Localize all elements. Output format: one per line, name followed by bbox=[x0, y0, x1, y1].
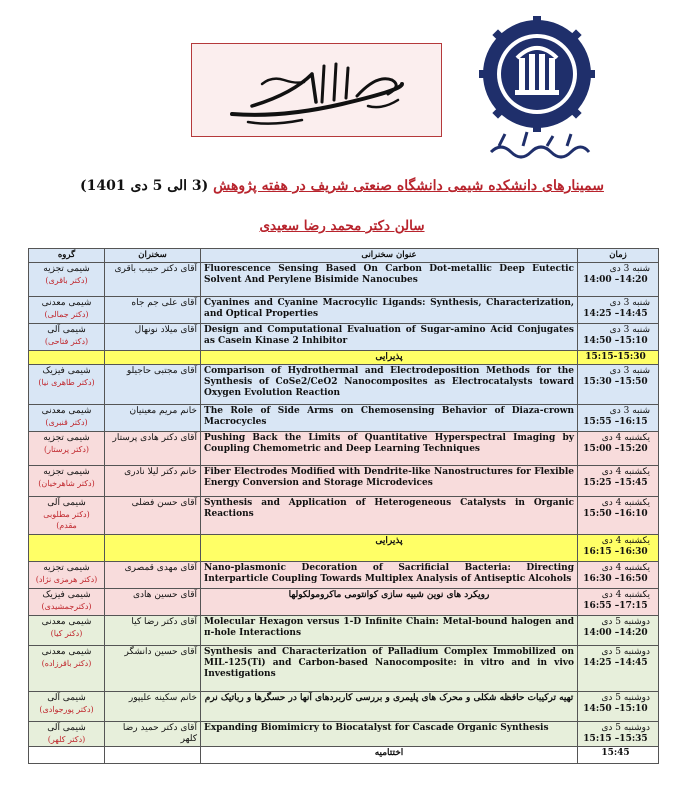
speaker-name: آقای مجتبی حاجیلو bbox=[105, 365, 201, 405]
group-cell bbox=[29, 497, 105, 535]
group-cell bbox=[29, 562, 105, 589]
time-cell bbox=[578, 365, 659, 405]
time-day: شنبه 3 دی bbox=[609, 298, 650, 308]
time-cell bbox=[578, 405, 659, 432]
time-cell bbox=[578, 466, 659, 497]
group-name: شیمی آلی bbox=[47, 693, 86, 703]
time-cell bbox=[578, 263, 659, 297]
advisor-name: (دکتر باقرزاده) bbox=[41, 659, 92, 668]
speaker-name: خانم مریم معینیان bbox=[105, 405, 201, 432]
group-name: شیمی آلی bbox=[47, 498, 86, 508]
time-day: یکشنبه 4 دی bbox=[601, 498, 650, 508]
break-time: 15:15-15:30 bbox=[585, 352, 646, 362]
group-name: شیمی معدنی bbox=[41, 298, 92, 308]
break-label: پذیرایی bbox=[201, 535, 578, 562]
logo-caption bbox=[491, 132, 589, 157]
time-cell bbox=[578, 692, 659, 722]
group-cell bbox=[29, 692, 105, 722]
table-row bbox=[29, 589, 659, 616]
advisor-name: (دکتر قنبری) bbox=[45, 418, 88, 427]
break-row bbox=[29, 535, 659, 562]
speaker-name: آقای میلاد نونهال bbox=[105, 324, 201, 351]
group-name: شیمی تجزیه bbox=[43, 563, 90, 573]
time-day: دوشنبه 5 دی bbox=[601, 723, 650, 733]
time-cell bbox=[578, 722, 659, 747]
advisor-name: (دکتر شاهرخیان) bbox=[38, 479, 95, 488]
talk-title: رویکرد های نوین شبیه سازی کوانتومی ماکرومولکولها bbox=[201, 589, 578, 616]
schedule-body bbox=[29, 263, 659, 764]
speaker-name: آقای دکتر رضا کیا bbox=[105, 616, 201, 646]
time-range: 15:50 –16:10 bbox=[583, 509, 648, 519]
group-cell bbox=[29, 297, 105, 324]
group-name: شیمی فیزیک bbox=[42, 590, 91, 600]
bismillah-calligraphy bbox=[192, 44, 441, 136]
speaker-name: خانم سکینه علیپور bbox=[105, 692, 201, 722]
time-cell bbox=[578, 562, 659, 589]
break-time-cell bbox=[578, 351, 659, 365]
empty-cell bbox=[105, 747, 201, 764]
table-row bbox=[29, 616, 659, 646]
time-cell bbox=[578, 616, 659, 646]
time-range: 15:55 –16:15 bbox=[583, 417, 648, 427]
time-day: شنبه 3 دی bbox=[609, 366, 650, 376]
time-day: یکشنبه 4 دی bbox=[601, 590, 650, 600]
time-range: 15:25 –15:45 bbox=[583, 478, 648, 488]
time-day: دوشنبه 5 دی bbox=[601, 693, 650, 703]
advisor-name: (دکتر کیا) bbox=[50, 629, 83, 638]
time-day: شنبه 3 دی bbox=[609, 325, 650, 335]
talk-title: Synthesis and Characterization of Palladium Complex Immobilized on MIL-125(Ti) and Carbon-based Nanocomposite: in vitro and in vivo Investigations bbox=[201, 646, 578, 692]
time-range: 14:00 –14:20 bbox=[583, 628, 648, 638]
time-cell bbox=[578, 589, 659, 616]
group-name: شیمی معدنی bbox=[41, 647, 92, 657]
talk-title: Molecular Hexagon versus 1-D Infinite Chain: Metal-bound halogen and π-hole Interactions bbox=[201, 616, 578, 646]
time-cell bbox=[578, 646, 659, 692]
break-row bbox=[29, 351, 659, 365]
time-cell bbox=[578, 497, 659, 535]
table-row bbox=[29, 297, 659, 324]
logo-gear-ring bbox=[479, 16, 595, 132]
time-day: یکشنبه 4 دی bbox=[601, 467, 650, 477]
table-row bbox=[29, 722, 659, 747]
group-cell bbox=[29, 432, 105, 466]
advisor-name: (دکتر کلهر) bbox=[47, 735, 86, 744]
closing-row bbox=[29, 747, 659, 764]
column-header-title: عنوان سخنرانی bbox=[201, 249, 578, 263]
time-range: 15:00 –15:20 bbox=[583, 444, 648, 454]
empty-cell bbox=[29, 351, 105, 365]
group-name: شیمی معدنی bbox=[41, 617, 92, 627]
group-name: شیمی آلی bbox=[47, 325, 86, 335]
column-header-time: زمان bbox=[578, 249, 659, 263]
time-day: شنبه 3 دی bbox=[609, 264, 650, 274]
time-range: 14:50 –15:10 bbox=[583, 336, 648, 346]
time-cell bbox=[578, 297, 659, 324]
column-header-group: گروه bbox=[29, 249, 105, 263]
empty-cell bbox=[105, 535, 201, 562]
time-range: 14:25 –14:45 bbox=[583, 309, 648, 319]
page-title-main: سمینارهای دانشکده شیمی دانشگاه صنعتی شریف در هفته پژوهش bbox=[213, 178, 604, 194]
advisor-name: (دکتر پورجوادی) bbox=[39, 705, 94, 714]
talk-title: تهیه ترکیبات حافظه شکلی و محرک های پلیمری و بررسی کاربردهای آنها در حسگرها و رباتیک نرم bbox=[201, 692, 578, 722]
talk-title: Comparison of Hydrothermal and Electrodeposition Methods for the Synthesis of CoSe2/CeO2 Nanocomposites as Electrocatalysts toward Oxygen Evolution Reaction bbox=[201, 365, 578, 405]
talk-title: Synthesis and Application of Heterogeneous Catalysts in Organic Reactions bbox=[201, 497, 578, 535]
break-time-cell bbox=[578, 535, 659, 562]
group-cell bbox=[29, 365, 105, 405]
group-cell bbox=[29, 324, 105, 351]
talk-title: Fiber Electrodes Modified with Dendrite-like Nanostructures for Flexible Energy Conversion and Storage Microdevices bbox=[201, 466, 578, 497]
time-range: 14:25 –14:45 bbox=[583, 658, 648, 668]
page-title bbox=[0, 178, 684, 194]
talk-title: Pushing Back the Limits of Quantitative Hyperspectral Imaging by Coupling Chemometric and Deep Learning Techniques bbox=[201, 432, 578, 466]
table-row bbox=[29, 324, 659, 351]
empty-cell bbox=[29, 535, 105, 562]
time-day: دوشنبه 5 دی bbox=[601, 617, 650, 627]
group-name: شیمی تجزیه bbox=[43, 433, 90, 443]
venue-subtitle: سالن دکتر محمد رضا سعیدی bbox=[259, 218, 425, 234]
bismillah-box bbox=[191, 43, 442, 137]
time-day: یکشنبه 4 دی bbox=[601, 536, 650, 546]
group-name: شیمی آلی bbox=[47, 723, 86, 733]
talk-title: Expanding Biomimicry to Biocatalyst for Cascade Organic Synthesis bbox=[201, 722, 578, 747]
talk-title: Cyanines and Cyanine Macrocylic Ligands: Synthesis, Characterization, and Optical Properties bbox=[201, 297, 578, 324]
talk-title: The Role of Side Arms on Chemosensing Behavior of Diaza-crown Macrocycles bbox=[201, 405, 578, 432]
talk-title: Design and Computational Evaluation of Sugar-amino Acid Conjugates as Casein Kinase 2 Inhibitor bbox=[201, 324, 578, 351]
group-name: شیمی تجزیه bbox=[43, 467, 90, 477]
group-cell bbox=[29, 589, 105, 616]
university-logo bbox=[477, 16, 597, 166]
group-name: شیمی تجزیه bbox=[43, 264, 90, 274]
speaker-name: آقای دکتر حمید رضا کلهر bbox=[105, 722, 201, 747]
group-cell bbox=[29, 722, 105, 747]
empty-cell bbox=[105, 351, 201, 365]
group-cell bbox=[29, 263, 105, 297]
advisor-name: (دکتر طاهری نیا) bbox=[38, 378, 95, 387]
column-header-speaker: سخنران bbox=[105, 249, 201, 263]
time-range: 16:55 –17:15 bbox=[583, 601, 648, 611]
advisor-name: (دکتر باقری) bbox=[45, 276, 88, 285]
time-range: 14:50 –15:10 bbox=[583, 704, 648, 714]
time-range: 15:15 –15:35 bbox=[583, 734, 648, 744]
time-day: یکشنبه 4 دی bbox=[601, 433, 650, 443]
break-time: 16:15 –16:30 bbox=[583, 547, 648, 557]
time-cell bbox=[578, 324, 659, 351]
page-title-dates: (3 الی 5 دی 1401) bbox=[80, 178, 209, 194]
speaker-name: آقای مهدی قمصری bbox=[105, 562, 201, 589]
speaker-name: آقای علی جم جاه bbox=[105, 297, 201, 324]
table-header-row bbox=[29, 249, 659, 263]
table-row bbox=[29, 562, 659, 589]
time-range: 16:30 –16:50 bbox=[583, 574, 648, 584]
talk-title: Fluorescence Sensing Based On Carbon Dot-metallic Deep Eutectic Solvent And Perylene Bisimide Nanocubes bbox=[201, 263, 578, 297]
closing-label: اختتامیه bbox=[201, 747, 578, 764]
table-row bbox=[29, 497, 659, 535]
closing-time: 15:45 bbox=[578, 747, 659, 764]
time-day: شنبه 3 دی bbox=[609, 406, 650, 416]
advisor-name: (دکتر هرمزی نژاد) bbox=[35, 575, 98, 584]
group-cell bbox=[29, 616, 105, 646]
table-row bbox=[29, 263, 659, 297]
time-day: یکشنبه 4 دی bbox=[601, 563, 650, 573]
advisor-name: (دکتر فتاحی) bbox=[44, 337, 89, 346]
advisor-name: (دکتر مطلوبی مقدم) bbox=[43, 510, 90, 530]
group-cell bbox=[29, 405, 105, 432]
seminar-schedule-table bbox=[28, 248, 659, 764]
table-row bbox=[29, 432, 659, 466]
speaker-name: آقای دکتر حبیب باقری bbox=[105, 263, 201, 297]
speaker-name: آقای حسین هادی bbox=[105, 589, 201, 616]
advisor-name: (دکترجمشیدی) bbox=[41, 602, 92, 611]
time-range: 15:30 –15:50 bbox=[583, 377, 648, 387]
table-row bbox=[29, 692, 659, 722]
time-cell bbox=[578, 432, 659, 466]
speaker-name: آقای حسین دانشگر bbox=[105, 646, 201, 692]
group-cell bbox=[29, 466, 105, 497]
speaker-name: آقای حسن فضلی bbox=[105, 497, 201, 535]
table-row bbox=[29, 466, 659, 497]
advisor-name: (دکتر جمالی) bbox=[44, 310, 89, 319]
group-cell bbox=[29, 646, 105, 692]
break-label: پذیرایی bbox=[201, 351, 578, 365]
talk-title: Nano-plasmonic Decoration of Sacrificial Bacteria: Directing Interparticle Coupling Towards Multiplex Analysis of Antiseptic Alcohols bbox=[201, 562, 578, 589]
speaker-name: آقای دکتر هادی پرستار bbox=[105, 432, 201, 466]
group-name: شیمی معدنی bbox=[41, 406, 92, 416]
time-range: 14:00 –14:20 bbox=[583, 275, 648, 285]
advisor-name: (دکتر پرستار) bbox=[43, 445, 90, 454]
group-name: شیمی فیزیک bbox=[42, 366, 91, 376]
table-row bbox=[29, 365, 659, 405]
time-day: دوشنبه 5 دی bbox=[601, 647, 650, 657]
table-row bbox=[29, 646, 659, 692]
table-row bbox=[29, 405, 659, 432]
empty-cell bbox=[29, 747, 105, 764]
speaker-name: خانم دکتر لیلا نادری bbox=[105, 466, 201, 497]
